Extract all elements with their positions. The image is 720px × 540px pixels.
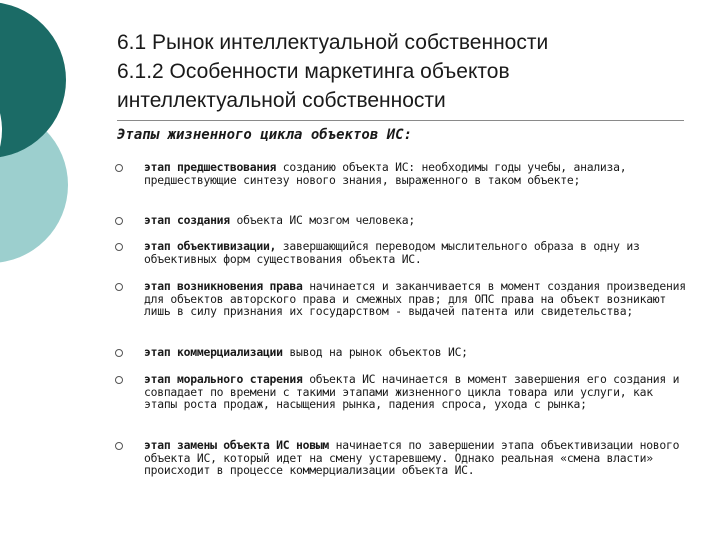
bullet-circle-icon [115,376,123,384]
stage-description: начинается и заканчивается в момент создания произведения для объектов авторского права и смежных прав; для ОПС права на объект возникают лишь в силу признания их государством - выдачей патента или свидетельства; [144,279,686,319]
stage-name: этап создания [144,213,230,227]
slide-title [117,28,707,115]
bullet-circle-icon [115,442,123,450]
list-item-text [144,240,686,265]
list-item-text [144,373,686,411]
bullet-circle-icon [115,283,123,291]
title-line-3: интеллектуальной собственности [117,89,446,112]
stage-name: этап коммерциализации [144,345,283,359]
stage-name: этап замены объекта ИС новым [144,438,330,452]
list-item-text [144,214,686,227]
subtitle: Этапы жизненного цикла объектов ИС: [117,127,413,143]
stage-description: созданию объекта ИС: необходимы годы учебы, анализа, предшествующие синтезу нового знания, выраженного в таком объекте; [144,160,627,187]
list-item-text [144,280,686,318]
list-item-text [144,346,686,359]
stage-description: начинается по завершении этапа объективизации нового объекта ИС, который идет на смену устаревшему. Однако реальная «смена власти» происходит в процессе коммерциализации объекта ИС. [144,438,680,478]
bullet-circle-icon [115,217,123,225]
stage-name: этап возникновения права [144,279,303,293]
stage-name: этап объективизации, [144,239,277,253]
decorative-circles [0,0,110,300]
stage-description: объекта ИС мозгом человека; [229,213,415,227]
title-line-1: 6.1 Рынок интеллектуальной собственности [117,31,549,54]
list-item-text [144,161,686,186]
bullet-circle-icon [115,243,123,251]
stage-description: вывод на рынок объектов ИС; [282,345,468,359]
stage-description: объекта ИС начинается в момент завершения его создания и совпадает по времени с такими этапами жизненного цикла товара или услуги, как этапы роста продаж, насыщения рынка, падения спроса, ухода с рынка; [144,372,680,412]
stage-name: этап морального старения [144,372,303,386]
stage-name: этап предшествования [144,160,277,174]
stage-description: завершающийся переводом мыслительного образа в одну из объективных форм существования объекта ИС. [144,239,640,266]
title-divider [117,120,684,121]
list-item-text [144,439,686,477]
dark-teal-circle [0,2,66,158]
title-line-2: 6.1.2 Особенности маркетинга объектов [117,60,510,83]
bullet-circle-icon [115,164,123,172]
bullet-circle-icon [115,349,123,357]
